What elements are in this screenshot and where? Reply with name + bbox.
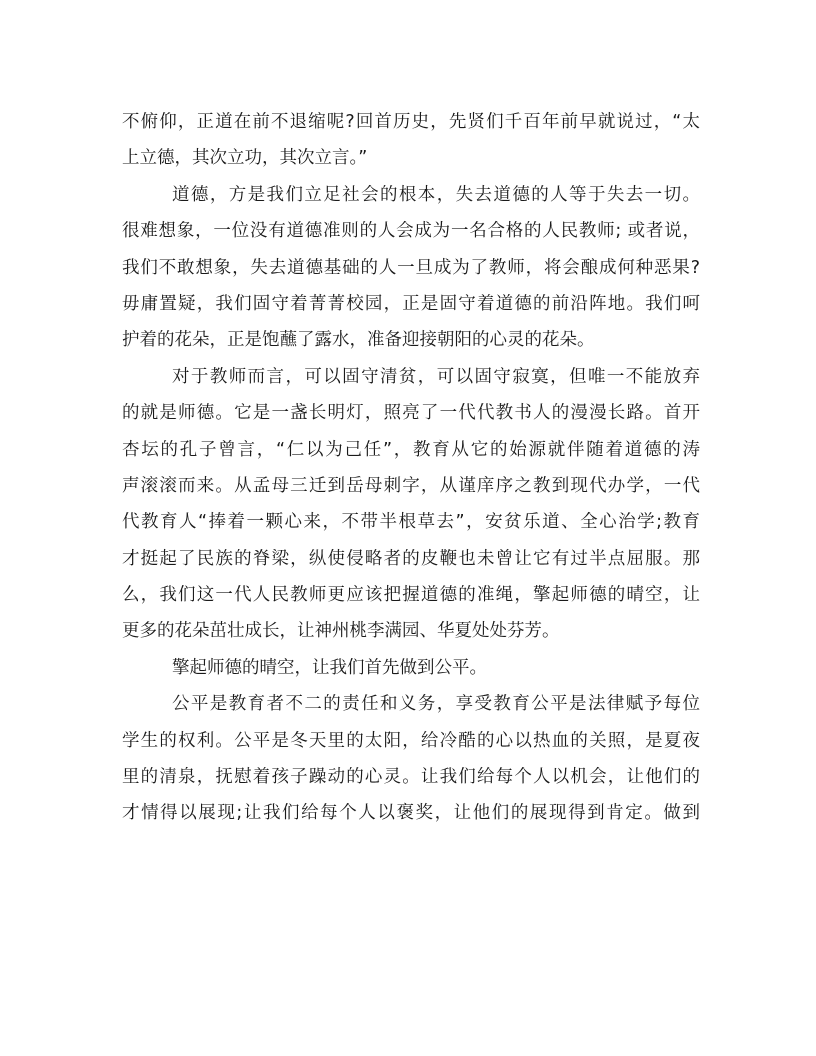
text-line: 公平是教育者不二的责任和义务，享受教育公平是法律赋予每位 <box>172 694 700 715</box>
text-line: 里的清泉，抚慰着孩子躁动的心灵。让我们给每个人以机会，让他们的 <box>122 767 700 788</box>
text-line: 代教育人“捧着一颗心来，不带半根草去”，安贫乐道、全心治学;教育 <box>122 512 700 533</box>
text-line: 擎起师德的晴空，让我们首先做到公平。 <box>172 657 487 678</box>
text-line: 么，我们这一代人民教师更应该把握道德的准绳，擎起师德的晴空，让 <box>122 585 700 606</box>
text-line: 杏坛的孔子曾言，“仁以为己任”，教育从它的始源就伴随着道德的涛 <box>122 439 700 460</box>
text-line: 才情得以展现;让我们给每个人以褒奖，让他们的展现得到肯定。做到 <box>122 803 700 824</box>
text-line: 我们不敢想象，失去道德基础的人一旦成为了教师，将会酿成何种恶果? <box>122 257 700 278</box>
text-line: 对于教师而言，可以固守清贫，可以固守寂寞，但唯一不能放弃 <box>172 366 700 387</box>
text-line: 才挺起了民族的脊梁，纵使侵略者的皮鞭也未曾让它有过半点屈服。那 <box>122 548 700 569</box>
text-line: 很难想象，一位没有道德准则的人会成为一名合格的人民教师; 或者说， <box>122 221 700 242</box>
text-line: 护着的花朵，正是饱蘸了露水，准备迎接朝阳的心灵的花朵。 <box>122 330 595 351</box>
text-line: 学生的权利。公平是冬天里的太阳，给冷酷的心以热血的关照，是夏夜 <box>122 730 700 751</box>
text-line: 道德，方是我们立足社会的根本，失去道德的人等于失去一切。 <box>172 184 700 205</box>
text-line: 不俯仰，正道在前不退缩呢?回首历史，先贤们千百年前早就说过，“太 <box>122 112 700 132</box>
body-text <box>122 104 700 832</box>
text-line: 毋庸置疑，我们固守着菁菁校园，正是固守着道德的前沿阵地。我们呵 <box>122 293 700 314</box>
text-line: 声滚滚而来。从孟母三迁到岳母刺字，从谨庠序之教到现代办学，一代 <box>122 475 700 496</box>
text-line: 的就是师德。它是一盏长明灯，照亮了一代代教书人的漫漫长路。首开 <box>122 403 700 424</box>
text-line: 上立德，其次立功，其次立言。” <box>122 148 368 169</box>
text-line: 更多的花朵茁壮成长，让神州桃李满园、华夏处处芬芳。 <box>122 621 560 642</box>
